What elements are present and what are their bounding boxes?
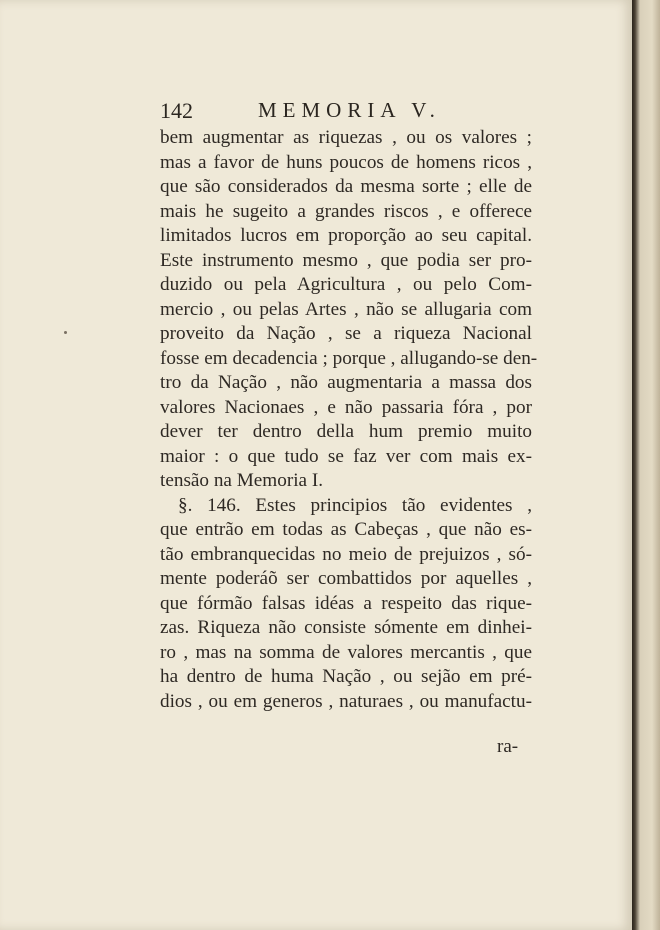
text-line: mercio , ou pelas Artes , não se allugaria com (160, 298, 532, 320)
running-title: MEMORIA V. (258, 98, 441, 122)
text-line: Este instrumento mesmo , que podia ser pro- (160, 249, 532, 271)
text-line: valores Nacionaes , e não passaria fóra , por (160, 396, 532, 418)
text-line: dios , ou em generos , naturaes , ou manufactu- (160, 690, 532, 712)
text-line: mas a favor de huns poucos de homens ricos , (160, 151, 532, 173)
catchword: ra- (497, 736, 519, 757)
body-text (160, 126, 538, 714)
ink-speck (64, 331, 67, 334)
text-line: maior : o que tudo se faz ver com mais ex- (160, 445, 532, 467)
page-number: 142 (160, 98, 193, 123)
text-line: tão embranquecidas no meio de prejuizos , só- (160, 543, 532, 565)
text-line: que entrão em todas as Cabeças , que não es- (160, 519, 532, 540)
text-line: que são considerados da mesma sorte ; elle de (160, 176, 532, 197)
text-line: dever ter dentro della hum premio muito (160, 421, 532, 442)
text-line: tro da Nação , não augmentaria a massa dos (160, 372, 532, 393)
text-line: que fórmão falsas idéas a respeito das rique- (160, 592, 532, 614)
text-line: tensão na Memoria I. (160, 470, 324, 491)
text-line: bem augmentar as riquezas , ou os valores ; (160, 127, 532, 148)
text-line: duzido ou pela Agricultura , ou pelo Com- (160, 274, 532, 295)
text-line: zas. Riqueza não consiste sómente em dinhei- (160, 617, 532, 638)
text-line: ro , mas na somma de valores mercantis , que (160, 641, 532, 663)
running-head (160, 98, 540, 126)
text-line: mente poderáõ ser combattidos por aquelles , (160, 568, 532, 589)
text-line: ha dentro de huma Nação , ou sejão em pré- (160, 666, 532, 687)
section-start-line: §. 146. Estes principios tão evidentes , (178, 494, 532, 516)
text-line: limitados lucros em proporção ao seu capital. (160, 225, 532, 246)
text-line: fosse em decadencia ; porque , allugando-se den- (160, 347, 538, 369)
page-edge (632, 0, 660, 930)
text-line: mais he sugeito a grandes riscos , e offerece (160, 200, 532, 222)
text-line: proveito da Nação , se a riqueza Nacional (160, 323, 532, 344)
